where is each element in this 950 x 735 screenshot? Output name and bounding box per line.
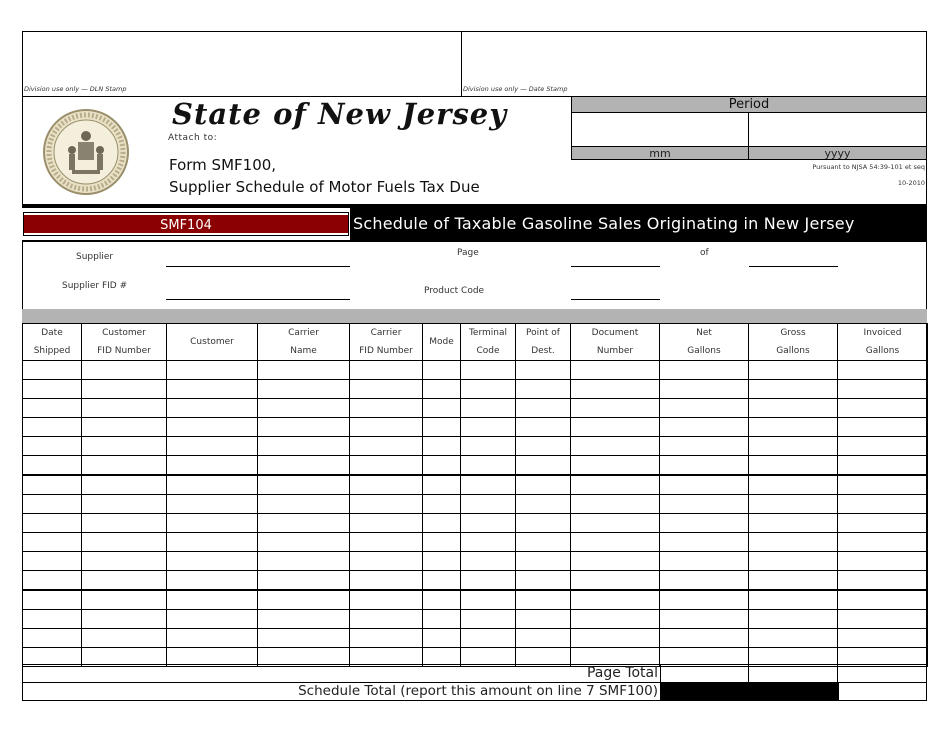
table-cell[interactable] <box>516 399 571 418</box>
dln-stamp-label: Division use only — DLN Stamp <box>24 85 127 93</box>
table-cell[interactable] <box>82 495 167 514</box>
table-cell[interactable] <box>23 399 82 418</box>
table-cell[interactable] <box>461 571 516 591</box>
table-cell[interactable] <box>258 629 350 648</box>
table-cell[interactable] <box>23 418 82 437</box>
table-row <box>23 571 928 591</box>
table-cell[interactable] <box>838 514 928 533</box>
table-row <box>23 437 928 456</box>
table-cell[interactable] <box>749 590 838 610</box>
table-cell[interactable] <box>461 610 516 629</box>
table-row <box>23 533 928 552</box>
column-header-line2: FID Number <box>359 346 413 356</box>
table-cell[interactable] <box>660 514 749 533</box>
table-cell[interactable] <box>167 552 258 571</box>
table-cell[interactable] <box>660 380 749 399</box>
table-cell[interactable] <box>571 475 660 495</box>
table-row <box>23 456 928 476</box>
column-header-line1: Invoiced <box>863 328 902 338</box>
table-cell[interactable] <box>571 437 660 456</box>
table-cell[interactable] <box>258 399 350 418</box>
table-cell[interactable] <box>571 571 660 591</box>
table-cell[interactable] <box>167 610 258 629</box>
column-header-line2: Dest. <box>531 346 555 356</box>
period-year-label: yyyy <box>748 146 927 160</box>
table-cell[interactable] <box>82 610 167 629</box>
table-cell[interactable] <box>167 437 258 456</box>
table-cell[interactable] <box>461 456 516 476</box>
column-header-line1: Terminal <box>468 328 508 338</box>
table-cell[interactable] <box>23 552 82 571</box>
column-header <box>258 324 350 361</box>
table-cell[interactable] <box>571 495 660 514</box>
table-cell[interactable] <box>82 552 167 571</box>
statute-reference: Pursuant to NJSA 54:39-101 et seq <box>812 163 925 171</box>
page-number-input[interactable] <box>571 266 660 267</box>
state-seal-icon <box>42 108 130 196</box>
table-cell[interactable] <box>461 361 516 380</box>
column-header-line2: FID Number <box>97 346 151 356</box>
column-header-line1: Carrier <box>370 328 402 338</box>
table-cell[interactable] <box>516 514 571 533</box>
table-cell[interactable] <box>749 533 838 552</box>
column-header <box>82 324 167 361</box>
table-cell[interactable] <box>23 437 82 456</box>
table-cell[interactable] <box>167 399 258 418</box>
table-cell[interactable] <box>23 380 82 399</box>
supplier-fid-input[interactable] <box>166 299 350 300</box>
revision-date: 10-2010 <box>897 179 925 187</box>
table-cell[interactable] <box>516 380 571 399</box>
table-cell[interactable] <box>660 475 749 495</box>
table-cell[interactable] <box>258 552 350 571</box>
table-cell[interactable] <box>82 418 167 437</box>
table-cell[interactable] <box>749 380 838 399</box>
table-cell[interactable] <box>423 571 461 591</box>
column-header <box>350 324 423 361</box>
page-label: Page <box>457 248 479 258</box>
table-cell[interactable] <box>350 514 423 533</box>
date-stamp-label: Division use only — Date Stamp <box>463 85 568 93</box>
column-header-line1: Gross <box>780 328 806 338</box>
page-total-net-gallons[interactable] <box>660 664 749 683</box>
table-header-row <box>23 324 928 361</box>
table-cell[interactable] <box>23 475 82 495</box>
table-cell[interactable] <box>423 495 461 514</box>
table-cell[interactable] <box>23 495 82 514</box>
table-cell[interactable] <box>258 456 350 476</box>
table-cell[interactable] <box>423 610 461 629</box>
table-cell[interactable] <box>167 361 258 380</box>
table-cell[interactable] <box>258 590 350 610</box>
table-cell[interactable] <box>660 495 749 514</box>
table-cell[interactable] <box>23 590 82 610</box>
table-cell[interactable] <box>350 590 423 610</box>
table-cell[interactable] <box>516 552 571 571</box>
product-code-input[interactable] <box>571 299 660 300</box>
table-row <box>23 590 928 610</box>
table-cell[interactable] <box>571 629 660 648</box>
table-cell[interactable] <box>660 437 749 456</box>
table-cell[interactable] <box>660 456 749 476</box>
table-cell[interactable] <box>167 629 258 648</box>
table-cell[interactable] <box>838 495 928 514</box>
table-cell[interactable] <box>167 514 258 533</box>
table-cell[interactable] <box>461 475 516 495</box>
table-cell[interactable] <box>660 571 749 591</box>
table-cell[interactable] <box>749 610 838 629</box>
table-cell[interactable] <box>660 361 749 380</box>
table-cell[interactable] <box>461 514 516 533</box>
column-header-line2: Gallons <box>687 346 721 356</box>
table-cell[interactable] <box>23 514 82 533</box>
table-cell[interactable] <box>461 418 516 437</box>
column-header-line2: Name <box>290 346 317 356</box>
table-cell[interactable] <box>423 552 461 571</box>
table-cell[interactable] <box>82 571 167 591</box>
table-cell[interactable] <box>423 533 461 552</box>
table-row <box>23 418 928 437</box>
table-cell[interactable] <box>82 533 167 552</box>
schedule-total-label: Schedule Total (report this amount on line 7 SMF100) <box>298 683 658 699</box>
table-cell[interactable] <box>167 418 258 437</box>
schedule-total-invoiced-gallons[interactable] <box>838 682 927 701</box>
table-cell[interactable] <box>838 571 928 591</box>
table-cell[interactable] <box>423 514 461 533</box>
schedule-total-blackout <box>660 682 838 701</box>
table-cell[interactable] <box>350 495 423 514</box>
table-cell[interactable] <box>516 495 571 514</box>
table-cell[interactable] <box>571 610 660 629</box>
table-cell[interactable] <box>571 418 660 437</box>
form-description: Supplier Schedule of Motor Fuels Tax Due <box>169 178 480 196</box>
table-cell[interactable] <box>461 590 516 610</box>
table-cell[interactable] <box>350 456 423 476</box>
column-header-line1: Customer <box>102 328 146 338</box>
page-total-gross-gallons[interactable] <box>748 664 838 683</box>
table-cell[interactable] <box>350 552 423 571</box>
table-cell[interactable] <box>838 590 928 610</box>
section-divider-bar <box>22 309 927 323</box>
table-cell[interactable] <box>350 533 423 552</box>
table-cell[interactable] <box>167 456 258 476</box>
table-cell[interactable] <box>749 399 838 418</box>
table-row <box>23 380 928 399</box>
table-cell[interactable] <box>423 475 461 495</box>
table-cell[interactable] <box>660 418 749 437</box>
table-cell[interactable] <box>838 437 928 456</box>
stamp-divider <box>461 31 462 97</box>
column-header-line2: Number <box>596 346 634 356</box>
column-header <box>23 324 82 361</box>
period-year-field[interactable] <box>748 112 927 147</box>
table-cell[interactable] <box>258 533 350 552</box>
table-cell[interactable] <box>258 514 350 533</box>
column-header <box>660 324 749 361</box>
table-cell[interactable] <box>660 533 749 552</box>
column-header: Customer <box>167 324 258 361</box>
table-cell[interactable] <box>749 361 838 380</box>
table-cell[interactable] <box>350 399 423 418</box>
table-cell[interactable] <box>749 514 838 533</box>
column-header <box>838 324 928 361</box>
table-cell[interactable] <box>423 437 461 456</box>
table-cell[interactable] <box>749 629 838 648</box>
table-cell[interactable] <box>258 437 350 456</box>
table-cell[interactable] <box>167 380 258 399</box>
form-reference: Form SMF100, <box>169 156 277 174</box>
table-cell[interactable] <box>350 361 423 380</box>
table-row <box>23 475 928 495</box>
table-cell[interactable] <box>350 610 423 629</box>
table-cell[interactable] <box>461 533 516 552</box>
page-count-input[interactable] <box>749 266 838 267</box>
form-code-badge: SMF104 <box>24 213 348 235</box>
table-cell[interactable] <box>571 552 660 571</box>
table-cell[interactable] <box>461 437 516 456</box>
supplier-input[interactable] <box>166 266 350 267</box>
table-cell[interactable] <box>516 571 571 591</box>
table-cell[interactable] <box>82 629 167 648</box>
table-cell[interactable] <box>258 361 350 380</box>
table-row <box>23 552 928 571</box>
table-cell[interactable] <box>423 629 461 648</box>
table-cell[interactable] <box>350 418 423 437</box>
table-cell[interactable] <box>838 361 928 380</box>
table-row <box>23 361 928 380</box>
table-cell[interactable] <box>516 456 571 476</box>
table-cell[interactable] <box>838 399 928 418</box>
table-cell[interactable] <box>258 571 350 591</box>
table-cell[interactable] <box>350 571 423 591</box>
table-cell[interactable] <box>749 571 838 591</box>
of-label: of <box>700 248 709 258</box>
attach-to-label: Attach to: <box>168 133 218 143</box>
table-cell[interactable] <box>571 456 660 476</box>
table-cell[interactable] <box>516 590 571 610</box>
table-cell[interactable] <box>23 610 82 629</box>
table-cell[interactable] <box>749 552 838 571</box>
table-cell[interactable] <box>82 590 167 610</box>
table-cell[interactable] <box>461 380 516 399</box>
table-cell[interactable] <box>516 629 571 648</box>
table-cell[interactable] <box>838 456 928 476</box>
table-cell[interactable] <box>516 475 571 495</box>
table-cell[interactable] <box>23 629 82 648</box>
table-cell[interactable] <box>749 456 838 476</box>
table-cell[interactable] <box>82 456 167 476</box>
table-cell[interactable] <box>258 495 350 514</box>
table-cell[interactable] <box>461 552 516 571</box>
table-cell[interactable] <box>516 610 571 629</box>
product-code-label: Product Code <box>424 286 485 296</box>
table-cell[interactable] <box>23 571 82 591</box>
period-month-field[interactable] <box>571 112 749 147</box>
table-cell[interactable] <box>516 533 571 552</box>
table-cell[interactable] <box>167 571 258 591</box>
table-cell[interactable] <box>82 514 167 533</box>
column-header: Mode <box>423 324 461 361</box>
table-cell[interactable] <box>350 437 423 456</box>
schedule-title: Schedule of Taxable Gasoline Sales Originating in New Jersey <box>350 206 927 242</box>
table-cell[interactable] <box>461 399 516 418</box>
table-cell[interactable] <box>838 629 928 648</box>
table-cell[interactable] <box>838 418 928 437</box>
table-cell[interactable] <box>82 399 167 418</box>
table-cell[interactable] <box>571 399 660 418</box>
table-cell[interactable] <box>571 514 660 533</box>
period-month-label: mm <box>571 146 749 160</box>
table-cell[interactable] <box>516 418 571 437</box>
table-row <box>23 610 928 629</box>
table-cell[interactable] <box>167 533 258 552</box>
column-header-line2: Gallons <box>865 346 900 356</box>
column-header-line2: Gallons <box>776 346 810 356</box>
table-cell[interactable] <box>571 380 660 399</box>
column-header-line1: Document <box>591 328 639 338</box>
table-cell[interactable] <box>423 399 461 418</box>
sales-table <box>22 323 928 667</box>
supplier-label: Supplier <box>76 252 114 262</box>
table-cell[interactable] <box>82 361 167 380</box>
table-cell[interactable] <box>461 495 516 514</box>
table-cell[interactable] <box>258 475 350 495</box>
column-header <box>571 324 660 361</box>
table-cell[interactable] <box>660 552 749 571</box>
table-cell[interactable] <box>571 533 660 552</box>
table-cell[interactable] <box>82 475 167 495</box>
table-cell[interactable] <box>258 380 350 399</box>
table-row <box>23 629 928 648</box>
table-cell[interactable] <box>258 418 350 437</box>
table-cell[interactable] <box>423 361 461 380</box>
table-cell[interactable] <box>461 629 516 648</box>
table-cell[interactable] <box>660 590 749 610</box>
table-cell[interactable] <box>423 418 461 437</box>
table-cell[interactable] <box>660 399 749 418</box>
table-cell[interactable] <box>167 590 258 610</box>
table-cell[interactable] <box>838 533 928 552</box>
table-cell[interactable] <box>660 629 749 648</box>
table-cell[interactable] <box>571 361 660 380</box>
table-cell[interactable] <box>838 610 928 629</box>
table-cell[interactable] <box>82 437 167 456</box>
column-header-line1: Date <box>41 328 63 338</box>
column-header <box>516 324 571 361</box>
table-cell[interactable] <box>350 380 423 399</box>
table-row <box>23 514 928 533</box>
supplier-fid-label: Supplier FID # <box>62 281 128 291</box>
table-cell[interactable] <box>423 380 461 399</box>
column-header-line2: Shipped <box>33 346 71 356</box>
page-total-label: Page Total <box>586 665 658 681</box>
table-row <box>23 495 928 514</box>
table-cell[interactable] <box>23 533 82 552</box>
table-cell[interactable] <box>516 361 571 380</box>
table-cell[interactable] <box>82 380 167 399</box>
table-cell[interactable] <box>749 418 838 437</box>
table-cell[interactable] <box>571 590 660 610</box>
state-title: State of New Jersey <box>172 97 508 131</box>
table-cell[interactable] <box>838 380 928 399</box>
column-header-line1: Point of <box>526 328 560 338</box>
table-cell[interactable] <box>838 552 928 571</box>
table-cell[interactable] <box>749 437 838 456</box>
table-cell[interactable] <box>350 629 423 648</box>
table-cell[interactable] <box>167 495 258 514</box>
column-header-line1: Carrier <box>288 328 319 338</box>
table-cell[interactable] <box>423 590 461 610</box>
column-header-line2: Code <box>476 346 500 356</box>
table-cell[interactable] <box>167 475 258 495</box>
table-cell[interactable] <box>350 475 423 495</box>
column-header <box>749 324 838 361</box>
table-row <box>23 399 928 418</box>
table-cell[interactable] <box>23 361 82 380</box>
table-cell[interactable] <box>749 495 838 514</box>
table-cell[interactable] <box>23 456 82 476</box>
column-header-line1: Net <box>696 328 712 338</box>
period-header: Period <box>571 96 927 113</box>
table-cell[interactable] <box>423 456 461 476</box>
table-cell[interactable] <box>749 475 838 495</box>
table-cell[interactable] <box>838 475 928 495</box>
table-cell[interactable] <box>258 610 350 629</box>
table-cell[interactable] <box>516 437 571 456</box>
table-cell[interactable] <box>660 610 749 629</box>
column-header <box>461 324 516 361</box>
